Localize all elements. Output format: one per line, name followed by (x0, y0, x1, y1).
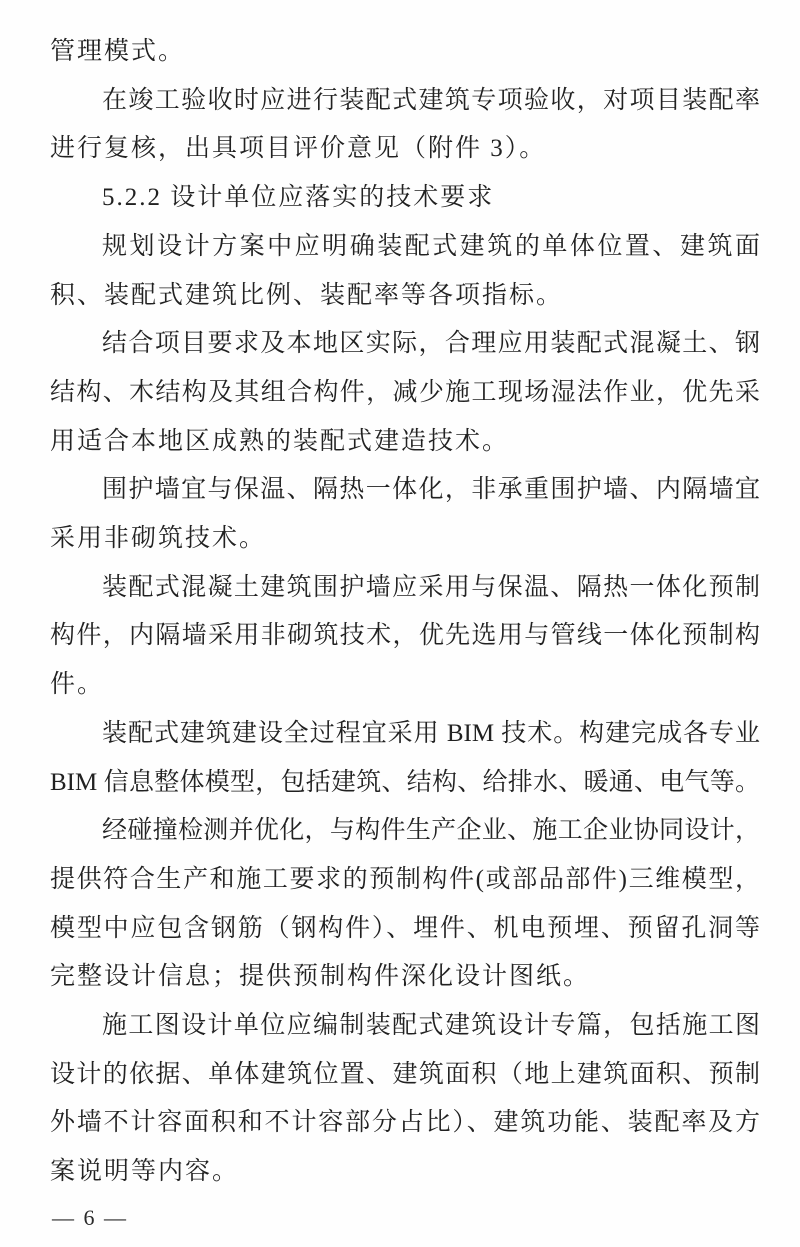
text-line: 用适合本地区成熟的装配式建造技术。 (50, 427, 510, 455)
text-line: BIM 信息整体模型，包括建筑、结构、给排水、暖通、电气等。 (50, 768, 760, 796)
text-line: 采用非砌筑技术。 (50, 525, 267, 553)
text-line: 模型中应包含钢筋（钢构件）、埋件、机电预埋、预留孔洞等 (50, 914, 760, 942)
text-line: 施工图设计单位应编制装配式建筑设计专篇，包括施工图 (102, 1012, 760, 1040)
text-line: 完整设计信息；提供预制构件深化设计图纸。 (50, 963, 591, 991)
text-line: 设计的依据、单体建筑位置、建筑面积（地上建筑面积、预制 (50, 1060, 760, 1088)
text-line: 外墙不计容面积和不计容部分占比）、建筑功能、装配率及方 (50, 1109, 760, 1137)
text-line: 积、装配式建筑比例、装配率等各项指标。 (50, 281, 564, 309)
text-line: 在竣工验收时应进行装配式建筑专项验收，对项目装配率 (102, 86, 760, 114)
text-line: 管理模式。 (50, 38, 186, 65)
text-line: 构件，内隔墙采用非砌筑技术，优先选用与管线一体化预制构 (50, 622, 760, 650)
text-line: 进行复核，出具项目评价意见（附件 3）。 (50, 135, 547, 163)
text-line: 5.2.2 设计单位应落实的技术要求 (102, 184, 495, 212)
text-line: 件。 (50, 671, 105, 699)
document-content (50, 28, 760, 1197)
page-footer (52, 1205, 128, 1231)
text-line: 经碰撞检测并优化，与构件生产企业、施工企业协同设计， (102, 817, 760, 845)
page-number: — 6 — (52, 1205, 128, 1230)
text-line: 提供符合生产和施工要求的预制构件(或部品部件)三维模型， (50, 865, 760, 893)
text-line: 装配式建筑建设全过程宜采用 BIM 技术。构建完成各专业 (102, 719, 760, 747)
text-line: 规划设计方案中应明确装配式建筑的单体位置、建筑面 (102, 232, 760, 260)
text-line: 案说明等内容。 (50, 1158, 240, 1186)
text-line: 围护墙宜与保温、隔热一体化，非承重围护墙、内隔墙宜 (102, 476, 760, 504)
text-line: 结合项目要求及本地区实际，合理应用装配式混凝土、钢 (102, 330, 760, 358)
text-line: 结构、木结构及其组合构件，减少施工现场湿法作业，优先采 (50, 378, 760, 406)
text-line: 装配式混凝土建筑围护墙应采用与保温、隔热一体化预制 (102, 573, 760, 601)
